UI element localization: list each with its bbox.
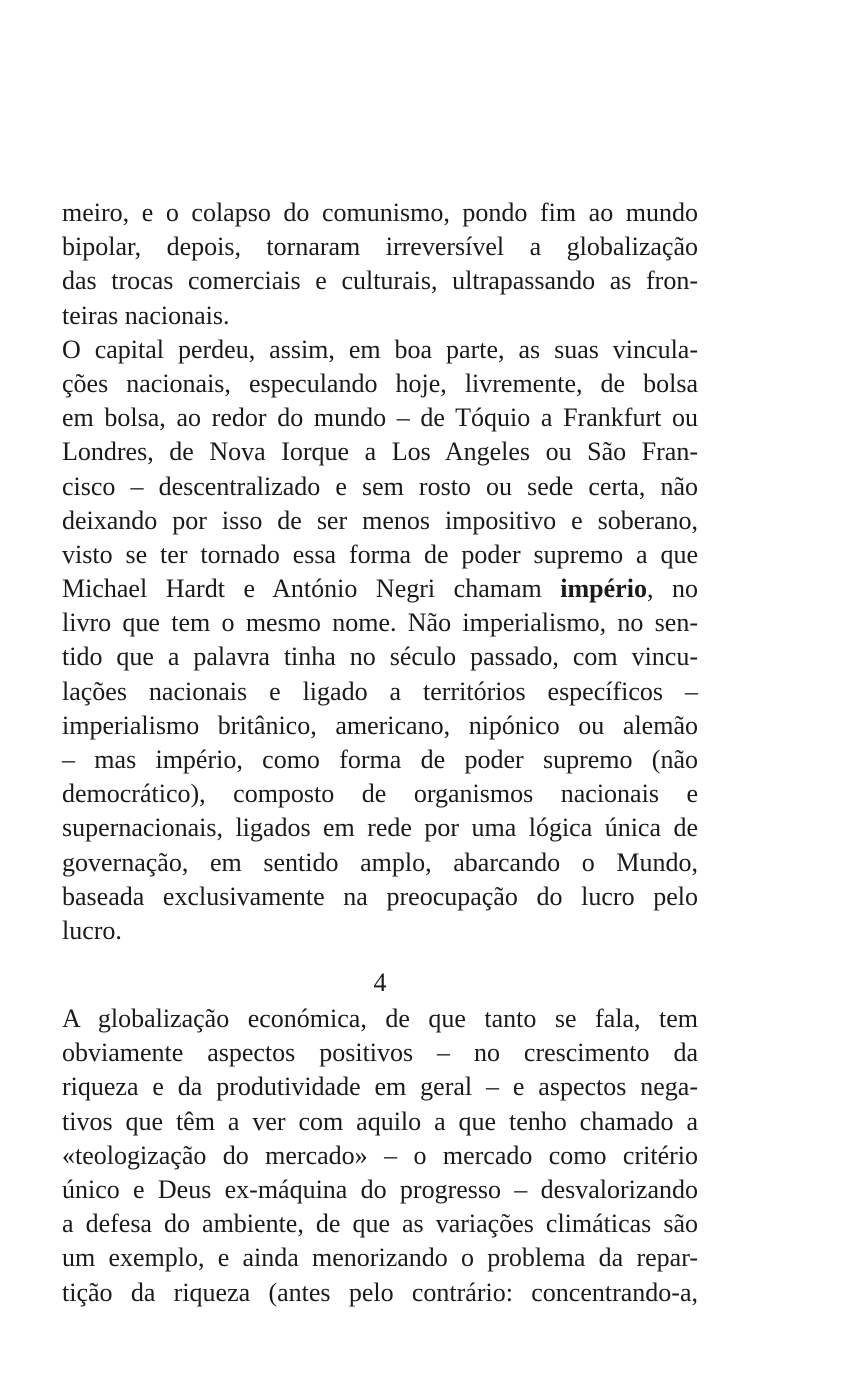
text-line: meiro, e o colapso do comunismo, pondo fim ao mundo <box>62 198 698 227</box>
text-line: obviamente aspectos positivos – no crescimento da <box>62 1038 698 1068</box>
text-line: lucro. <box>62 915 122 945</box>
text-line: a defesa do ambiente, de que as variações climáticas são <box>62 1209 698 1239</box>
text-line: bipolar, depois, tornaram irreversível a globalização <box>62 232 698 262</box>
text-line: Londres, de Nova Iorque a Los Angeles ou São Fran- <box>62 437 698 467</box>
text-line: em bolsa, ao redor do mundo – de Tóquio a Frankfurt ou <box>62 403 698 433</box>
text-line: lações nacionais e ligado a territórios específicos – <box>62 676 698 706</box>
section-number: 4 <box>373 968 387 997</box>
text-line: tido que a palavra tinha no século passado, com vincu- <box>62 642 698 672</box>
text-segment: Michael Hardt e António Negri chamam <box>62 574 561 604</box>
text-line-with-emphasis <box>62 572 698 606</box>
text-segment: , no <box>646 574 699 604</box>
text-line: supernacionais, ligados em rede por uma lógica única de <box>62 813 698 843</box>
text-line: «teologização do mercado» – o mercado como critério <box>62 1140 698 1170</box>
text-line: tição da riqueza (antes pelo contrário: concentrando-a, <box>62 1277 698 1307</box>
page-body <box>62 196 699 1307</box>
text-line: A globalização económica, de que tanto se fala, tem <box>62 1004 698 1033</box>
text-line: um exemplo, e ainda menorizando o problema da repar- <box>62 1243 698 1273</box>
text-line: das trocas comerciais e culturais, ultrapassando as fron- <box>62 266 698 296</box>
text-line: democrático), composto de organismos nacionais e <box>62 779 698 809</box>
text-line: ções nacionais, especulando hoje, livremente, de bolsa <box>62 368 698 398</box>
emphasized-term: império <box>560 574 647 604</box>
paragraph-continued <box>62 196 698 333</box>
paragraph-capital <box>62 333 698 948</box>
text-line: baseada exclusivamente na preocupação do lucro pelo <box>62 881 698 911</box>
text-line: – mas império, como forma de poder supremo (não <box>62 745 698 774</box>
text-line: riqueza e da produtividade em geral – e aspectos nega- <box>62 1072 698 1102</box>
text-line: governação, em sentido amplo, abarcando o Mundo, <box>62 847 698 877</box>
text-line: cisco – descentralizado e sem rosto ou sede certa, não <box>62 471 698 501</box>
text-line: visto se ter tornado essa forma de poder supremo a que <box>62 539 698 569</box>
text-line: imperialismo britânico, americano, nipónico ou alemão <box>62 710 698 740</box>
text-line: livro que tem o mesmo nome. Não imperialismo, no sen- <box>62 608 698 638</box>
text-line: tivos que têm a ver com aquilo a que tenho chamado a <box>62 1106 698 1136</box>
text-line: O capital perdeu, assim, em boa parte, as suas vincula- <box>62 334 698 364</box>
text-line: deixando por isso de ser menos impositivo e soberano, <box>62 505 698 535</box>
text-line: teiras nacionais. <box>62 300 230 330</box>
text-line: único e Deus ex-máquina do progresso – desvalorizando <box>62 1174 698 1204</box>
paragraph-globalization <box>62 1002 698 1310</box>
